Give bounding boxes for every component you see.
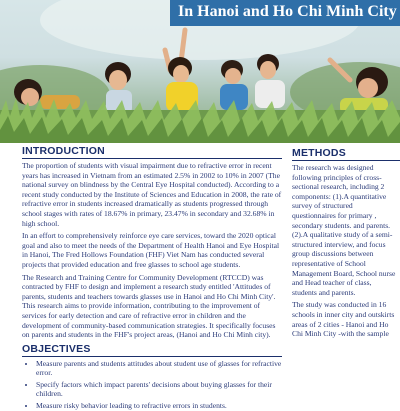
right-column [286, 143, 400, 400]
introduction-heading: INTRODUCTION [22, 145, 282, 159]
banner-photo [0, 0, 400, 143]
methods-heading: METHODS [292, 147, 400, 161]
poster-title: In Hanoi and Ho Chi Minh City [178, 3, 397, 20]
introduction-paragraph-3: The Research and Training Centre for Community Development (RTCCD) was contracted by FHF to design and implement a research study entitled 'Attitudes of parents, students and teachers towards glasses use in Hanoi and Ho Chi Minh City'. This research aims to provide information, contributing to the improvement of services for early detection and care of refractive error in children and the development of community-based communication strategies. It specifically focuses on parents and students in the FHF's project areas, (Hanoi and Ho Chi Minh city). [22, 272, 276, 340]
introduction-paragraph-2: In an effort to comprehensively reinforce eye care services, toward the 2020 optical goal and also to meet the needs of the Department of Health Hanoi and Eye Hospital in Hanoi, The Fred Hollows Foundation (FHF) Viet Nam has conducted several projects that provided education and free glasses to school age students. [22, 231, 280, 269]
objective-item: • Measure risky behavior leading to refractive errors in students. [36, 401, 282, 411]
objective-item: • Specify factors which impact parents' decisions about buying glasses for their children. [36, 380, 282, 399]
objectives-list [22, 359, 282, 411]
introduction-paragraph-1: The proportion of students with visual impairment due to refractive error in recent years has increased in Vietnam from an estimated 2.5% in 2002 to 10% in 2007 (The national survey on blindness by the Central Eye Hospital conducted). According to a recent study conducted by the Institute of Sciences and Education in 2008, the rate of refractive error in students increased dramatically as students progressed through school stages with rates of 18.67% in primary, 23.47% in secondary and 32.68% in high school. [22, 161, 282, 228]
left-column [22, 143, 282, 411]
methods-paragraph-2: The study was conducted in 16 schools in inner city and outskirts areas of 2 cities - Hanoi and Ho Chi Minh City -with the sample [292, 300, 395, 339]
objectives-heading: OBJECTIVES [22, 343, 282, 357]
objective-item: • Measure parents and students attitudes about student use of glasses for refractive error. [36, 359, 282, 378]
methods-paragraph-1: The research was designed following principles of cross-sectional research, including 2 components: (1).A quantitative survey of structured questionnaires for primary , secondary students. and parents. (2).A qualitative study of a semi-structured interview, and focus group discussions between representative of School Management Board, School nurse and Head teacher of class, students and parents. [292, 163, 396, 297]
